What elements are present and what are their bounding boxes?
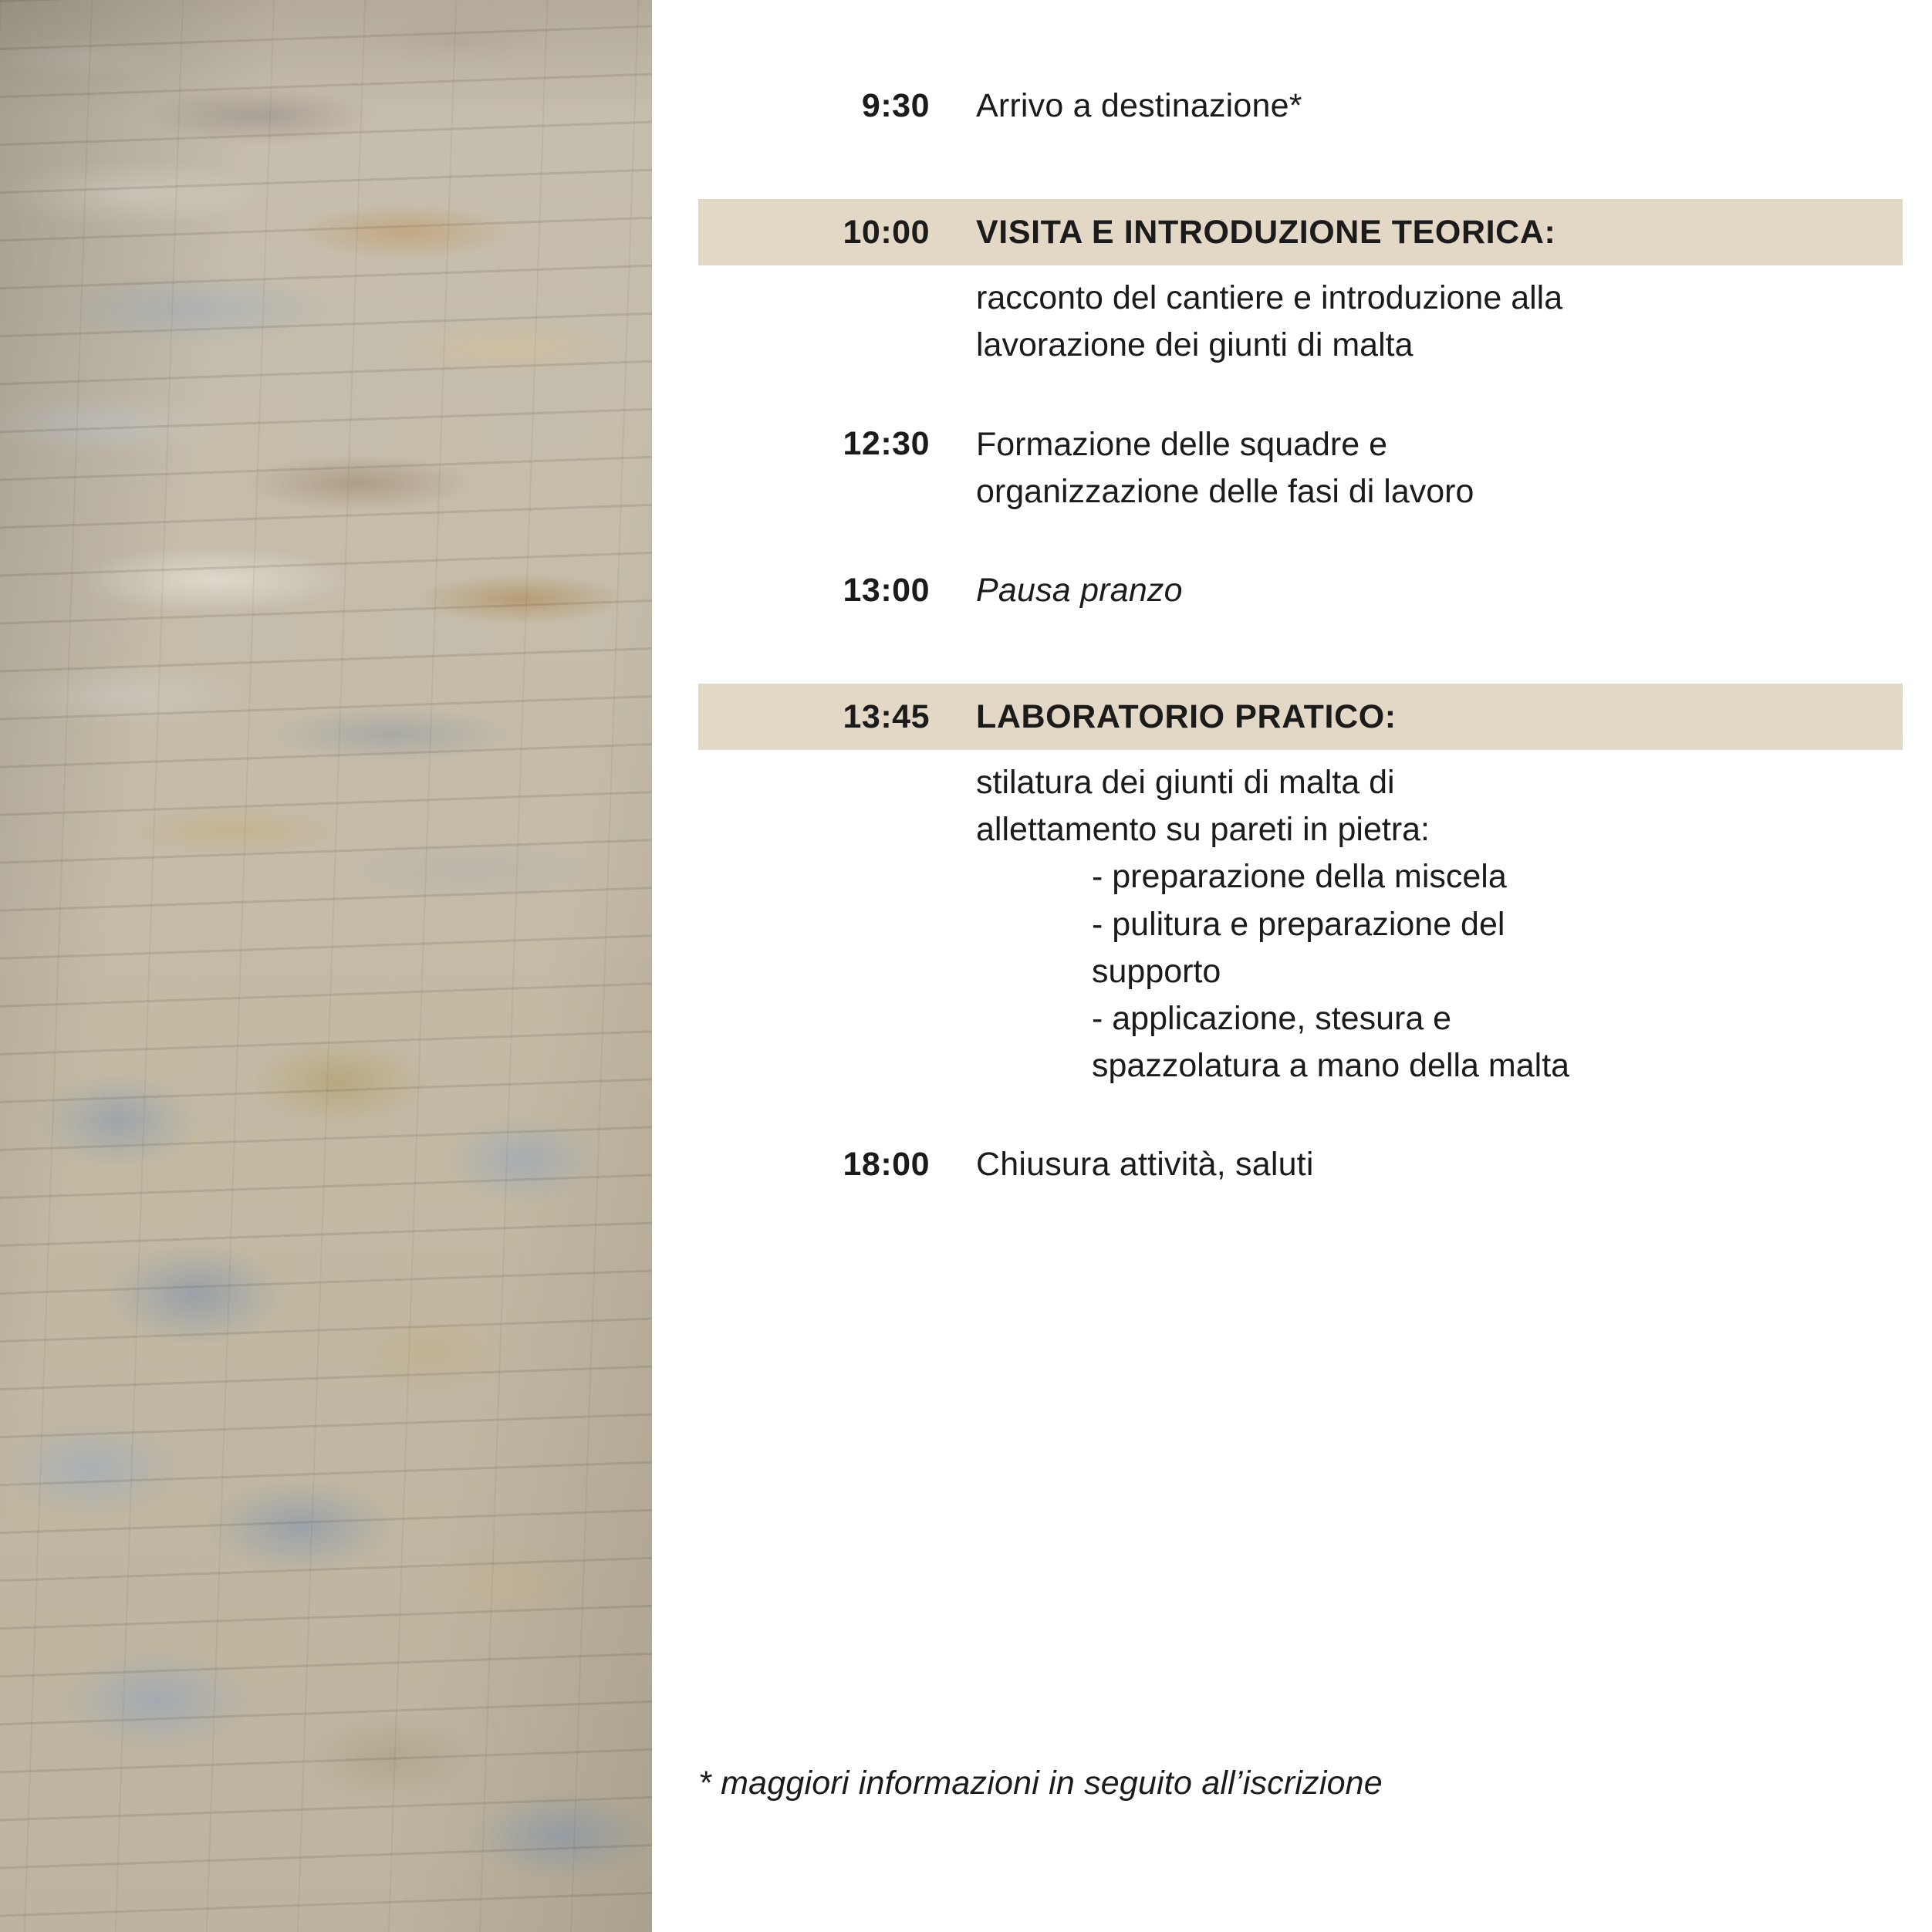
- schedule-bullet: - preparazione della miscela: [1092, 858, 1507, 896]
- schedule-title: VISITA E INTRODUZIONE TEORICA:: [976, 214, 1556, 252]
- schedule-detail-line: stilatura dei giunti di malta di: [976, 764, 1395, 802]
- schedule-list: [698, 83, 1903, 1187]
- schedule-title: LABORATORIO PRATICO:: [976, 698, 1397, 736]
- spacer: [698, 515, 1903, 568]
- schedule-row: [698, 421, 1903, 515]
- schedule-time-spacer: [698, 759, 976, 1089]
- schedule-bullet: spazzolatura a mano della malta: [1092, 1046, 1570, 1084]
- schedule-time: 10:00: [843, 214, 930, 252]
- schedule-title: Chiusura attività, saluti: [976, 1145, 1314, 1183]
- spacer: [698, 369, 1903, 421]
- schedule-title: Formazione delle squadre e: [976, 426, 1388, 464]
- stone-wall-photo: [0, 0, 652, 1932]
- schedule-row-highlighted: [698, 684, 1903, 750]
- schedule-time: 13:00: [843, 572, 930, 610]
- schedule-row-highlighted: [698, 199, 1903, 265]
- schedule-detail: [698, 265, 1903, 369]
- schedule-title: Pausa pranzo: [976, 572, 1183, 610]
- footnote: * maggiori informazioni in seguito all’iscrizione: [698, 1765, 1383, 1802]
- schedule-row: [698, 1142, 1903, 1187]
- spacer: [698, 128, 1903, 199]
- schedule-time: 9:30: [861, 87, 930, 124]
- schedule-panel: [652, 0, 1932, 1932]
- schedule-time: 18:00: [843, 1145, 930, 1183]
- schedule-row: [698, 568, 1903, 613]
- schedule-bullet: - applicazione, stesura e: [1092, 999, 1452, 1037]
- schedule-title: Arrivo a destinazione*: [976, 87, 1302, 124]
- schedule-detail-text: [976, 421, 1903, 515]
- schedule-detail-line: organizzazione delle fasi di lavoro: [976, 473, 1474, 511]
- schedule-bullet-list: [976, 853, 1903, 1089]
- schedule-detail-line: racconto del cantiere e introduzione alla: [976, 279, 1563, 317]
- spacer: [698, 1089, 1903, 1142]
- schedule-row: [698, 83, 1903, 128]
- spacer: [698, 613, 1903, 684]
- schedule-detail: [698, 750, 1903, 1089]
- schedule-detail-text: [976, 759, 1903, 1089]
- schedule-time: 13:45: [843, 698, 930, 736]
- schedule-time: 12:30: [843, 425, 930, 463]
- schedule-bullet: supporto: [1092, 952, 1221, 990]
- schedule-detail-line: allettamento su pareti in pietra:: [976, 811, 1430, 849]
- schedule-time-spacer: [698, 275, 976, 369]
- stone-wall-shading: [0, 0, 652, 1932]
- schedule-bullet: - pulitura e preparazione del: [1092, 905, 1505, 943]
- schedule-detail-text: [976, 275, 1903, 369]
- schedule-detail-line: lavorazione dei giunti di malta: [976, 326, 1414, 364]
